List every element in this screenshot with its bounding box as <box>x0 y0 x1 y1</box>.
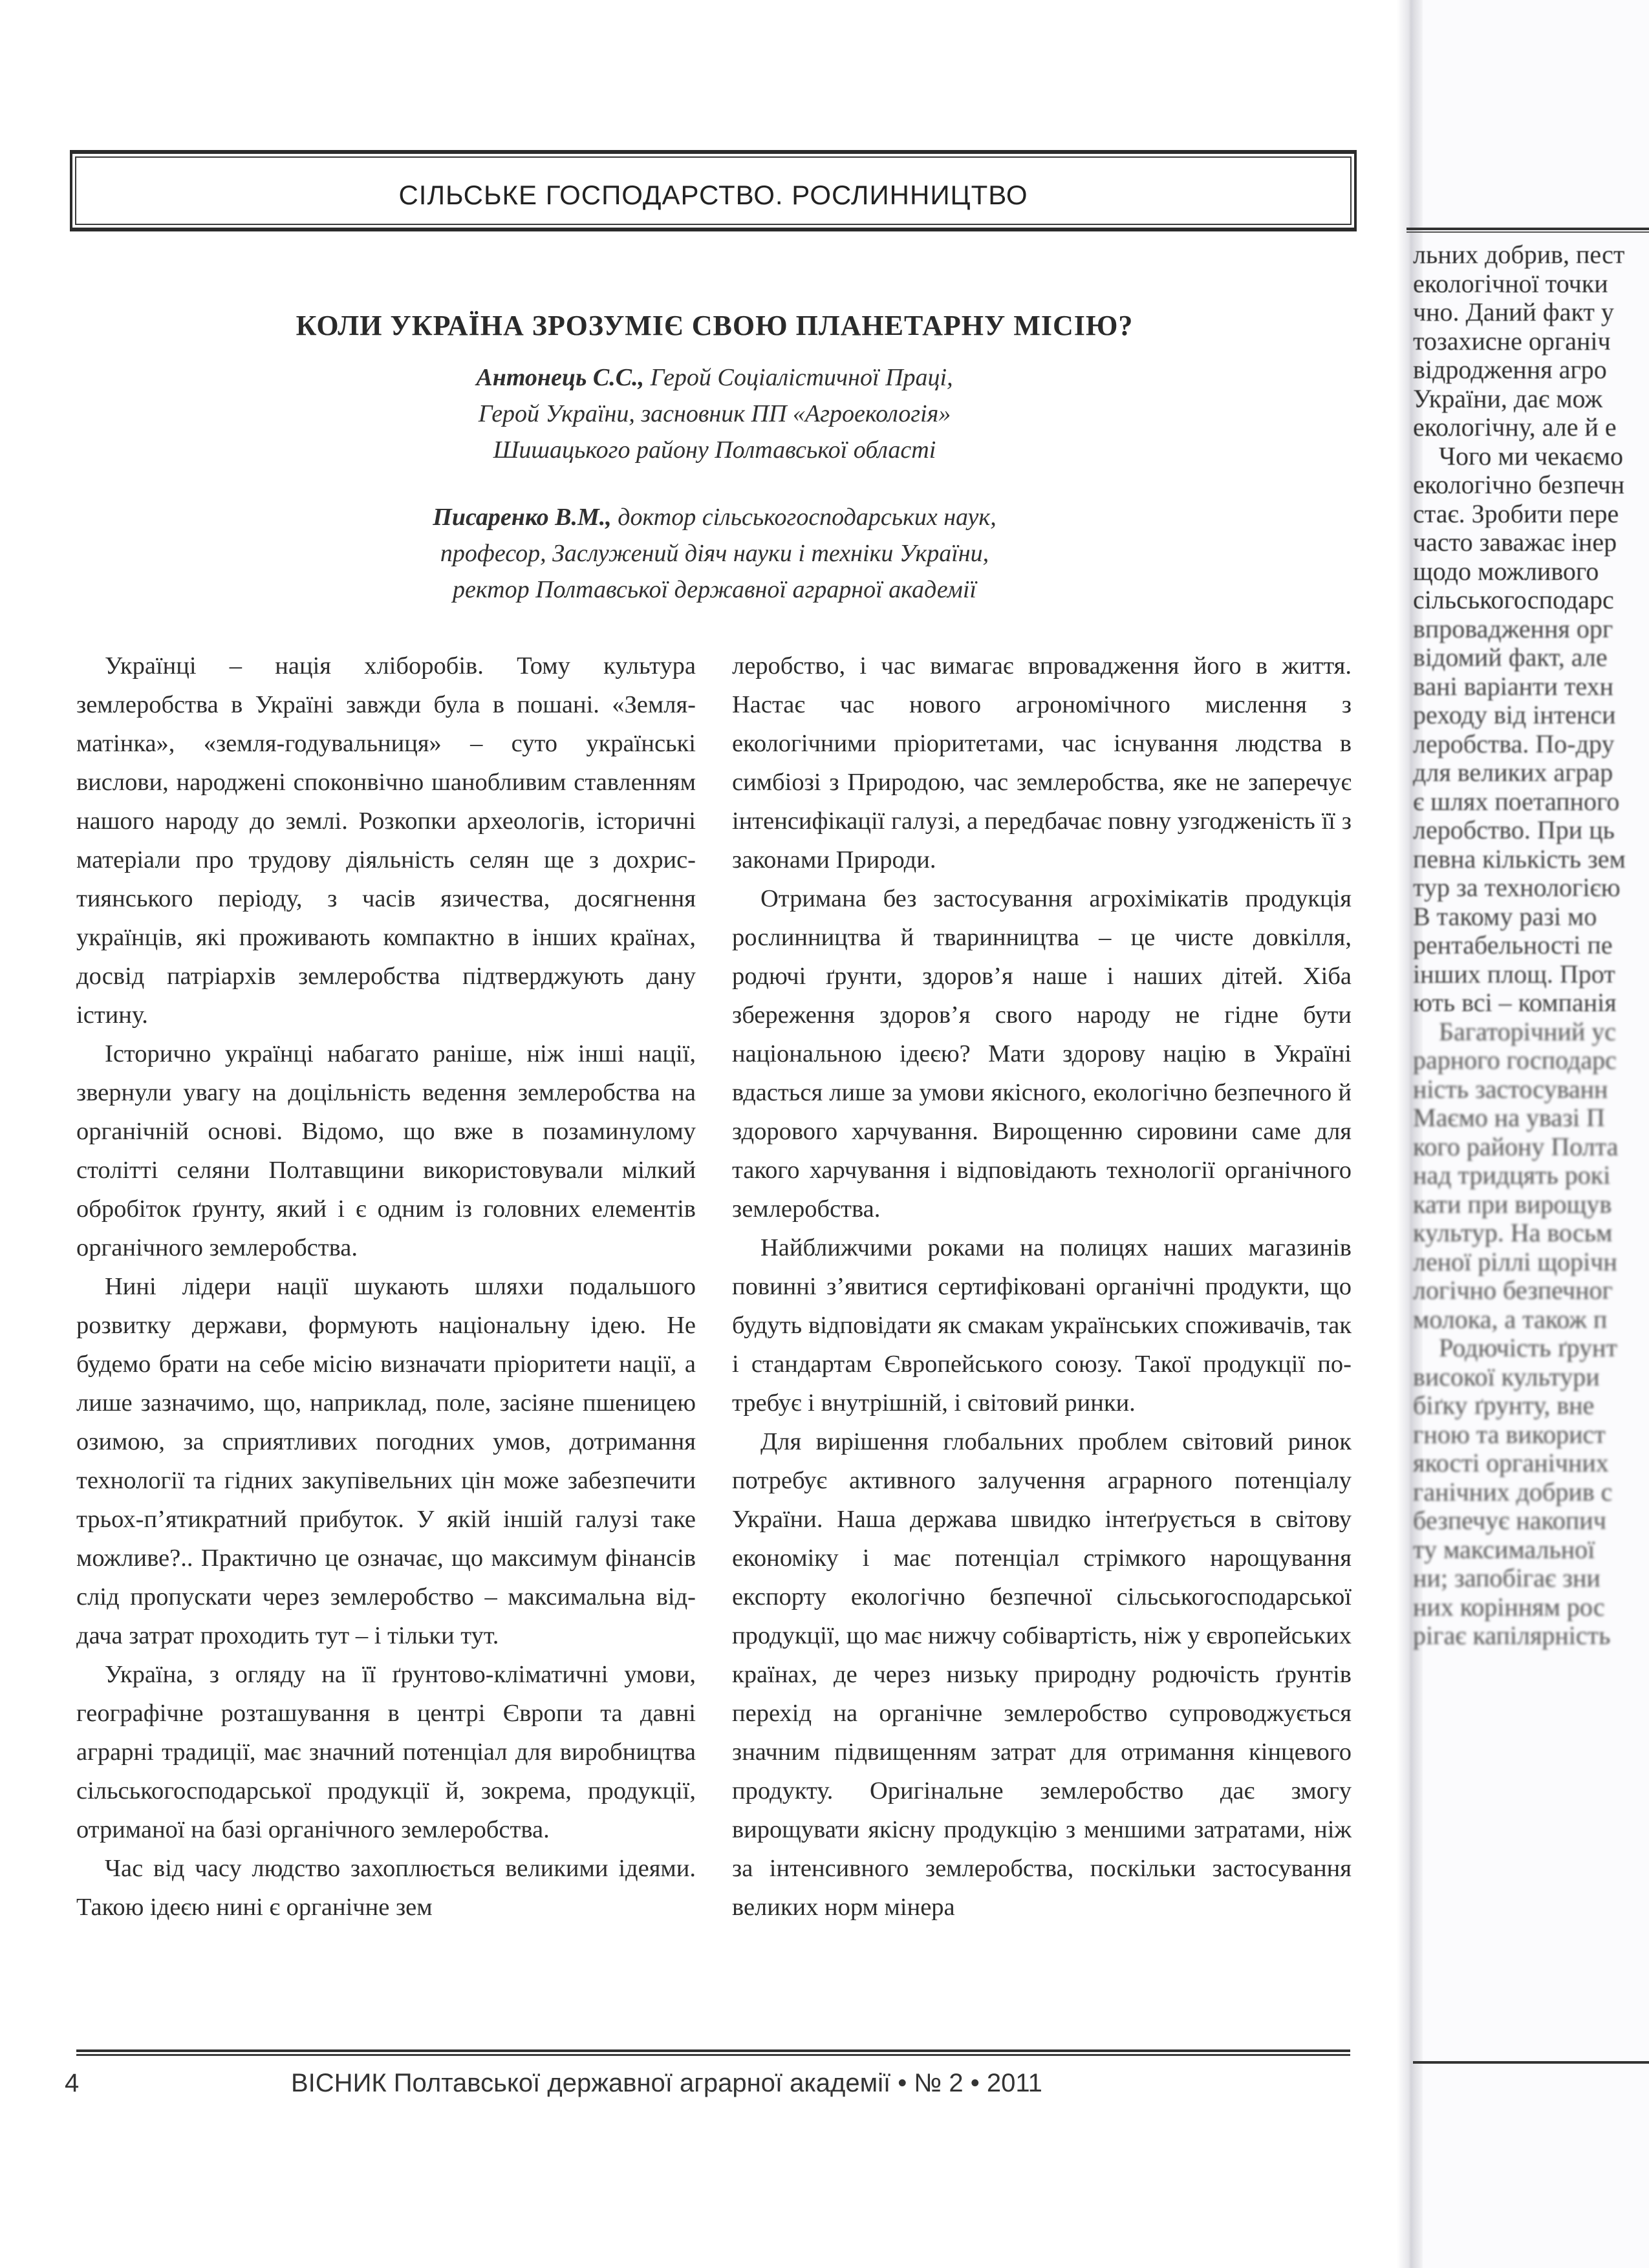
facing-page-line: кати при вирощув <box>1413 1189 1612 1219</box>
facing-page-line: Чого ми чекаємо <box>1439 441 1624 471</box>
facing-page-line: молока, а також п <box>1413 1304 1608 1334</box>
facing-page-line: леробство. При ць <box>1413 815 1615 844</box>
facing-page-line: ганічних добрив с <box>1413 1477 1613 1506</box>
facing-page-line: є шлях поетапного <box>1413 786 1620 816</box>
facing-page-line: леробства. По-дру <box>1413 729 1615 758</box>
facing-page-line: гною та використ <box>1413 1419 1606 1449</box>
facing-page-line: тур за технологією <box>1413 873 1621 902</box>
facing-page-line: ність застосуванн <box>1413 1074 1608 1104</box>
section-title: СІЛЬСЬКЕ ГОСПОДАРСТВО. РОСЛИННИЦТВО <box>398 180 1028 210</box>
facing-page-line: певна кількість зем <box>1413 844 1626 873</box>
facing-page-line: для великих аграр <box>1413 758 1613 787</box>
facing-page-line: екологічно безпечн <box>1413 470 1625 499</box>
page-number: 4 <box>65 2069 80 2097</box>
facing-page-line: леної ріллі щорічн <box>1413 1246 1617 1276</box>
facing-page-line: ють всі – компанія <box>1413 988 1617 1017</box>
facing-page-line: тозахисне органіч <box>1413 326 1611 356</box>
facing-page-line: кого району Полта <box>1413 1131 1619 1161</box>
author-name: Антонець С.С., <box>476 364 645 391</box>
journal-footer: ВІСНИК Полтавської державної аграрної академії • № 2 • 2011 <box>291 2069 1042 2097</box>
author-affiliation: ректор Полтавської державної аграрної академії <box>453 576 976 603</box>
facing-page-top-rule <box>1406 228 1649 233</box>
paragraph: Нині лідери нації шукають шляхи подальшого розвитку держави, формують національну ідею. Не будемо брати на себе місію визначати пріоритети нації, а лише зазначимо, що, наприклад, поле, засіяне пшеницею озимою, за сприятливих погодних умов, дотримання технології та гідних закупівельних цін може забезпечити трьох-п’ятикратний прибуток. У якій іншій галузі таке можливе?.. Практично це означає, що максимум фінансів слід пропускати через землеробство – максимальна віддача затрат проходить тут – і тільки тут. <box>76 1273 696 1649</box>
facing-page-line: вані варіанти техн <box>1413 671 1614 701</box>
facing-page-line: якості органічних <box>1413 1448 1609 1477</box>
facing-page-line: В такому разі мо <box>1413 901 1597 931</box>
facing-page-line: відомий факт, але <box>1413 643 1608 672</box>
paragraph: Час від часу людство захоплюється великими ідеями. Такою ідеєю нині є органічне зем <box>76 1855 696 1921</box>
facing-page-line: рарного господарс <box>1413 1045 1617 1075</box>
author-affiliation: Герой Соціалістичної Праці, <box>650 364 953 391</box>
author-name: Писаренко В.М., <box>433 504 612 531</box>
facing-page-line: України, дає мож <box>1413 383 1603 413</box>
facing-page-line: безпечує накопич <box>1413 1506 1606 1535</box>
facing-page-line: інших площ. Прот <box>1413 959 1615 989</box>
facing-page-line: часто заважає інер <box>1413 528 1617 557</box>
facing-page-line: логічно безпечног <box>1413 1276 1613 1305</box>
facing-page-line: Багаторічний ус <box>1439 1016 1617 1046</box>
facing-page-line: чно. Даний факт у <box>1413 297 1614 326</box>
facing-page-line: культур. На восьм <box>1413 1218 1613 1247</box>
facing-page-column <box>1413 241 1649 1651</box>
body-column-right <box>732 647 1352 1927</box>
paragraph: Українці – нація хліборобів. Тому культура землеробства в Україні завжди була в пошані. «Земля-матінка», «земля-годувальниця» – суто українські вислови, народжені споконвічно шанобливим ставленням нашого народу до землі. Розкопки археологів, історичні матеріали про трудову діяльність селян ще з дохристиянського періоду, з часів язичества, досягнення українців, які проживають компактно в інших країнах, досвід патріархів землеробства підтверджують дану істину. <box>76 652 696 1029</box>
author-affiliation: професор, Заслужений діяч науки і техніки України, <box>440 540 989 567</box>
author-block-1 <box>97 359 1332 468</box>
facing-page-line: ту максимальної <box>1413 1534 1595 1564</box>
facing-page-line: ни; запобігає зни <box>1413 1563 1600 1592</box>
author-block-2 <box>97 499 1332 608</box>
facing-page-line: біґку ґрунту, вне <box>1413 1391 1595 1420</box>
facing-page-line: рігає капілярність <box>1413 1621 1611 1650</box>
facing-page-line: щодо можливого <box>1413 556 1599 586</box>
facing-page-line: високої культури <box>1413 1362 1600 1391</box>
paragraph: Отримана без застосування агрохімікатів продукція рослинництва й тваринництва – це чисте довкілля, родючі ґрунти, здоров’я наше і наших дітей. Хіба збереження здоров’я свого народу не гідне бути національною ідеєю? Мати здорову націю в Україні вдасться лише за умови якісного, екологічно безпечного й здорового харчування. Вирощенню сировини саме для такого харчування і відповідають технології органічного землеробства. <box>732 885 1352 1223</box>
article-title: КОЛИ УКРАЇНА ЗРОЗУМІЄ СВОЮ ПЛАНЕТАРНУ МІСІЮ? <box>296 310 1134 341</box>
section-header-box <box>70 150 1357 231</box>
facing-page-line: них корінням рос <box>1413 1592 1605 1621</box>
facing-page-line: екологічної точки <box>1413 268 1608 298</box>
facing-page-line: відродження агро <box>1413 355 1607 384</box>
facing-page-line: реходу від інтенси <box>1413 700 1616 729</box>
facing-page-line: сільськогосподарс <box>1413 585 1614 614</box>
author-affiliation: Герой України, засновник ПП «Агроекологія» <box>478 400 951 427</box>
paragraph: Найближчими роками на полицях наших магазинів повинні з’явитися сертифіковані органічні продукти, що будуть відповідати як смакам українських споживачів, так і стандартам Європейського союзу. Такої продукції потребує і внутрішній, і світовий ринки. <box>732 1234 1352 1417</box>
author-affiliation: доктор сільськогосподарських наук, <box>618 504 997 531</box>
footer-rule <box>76 2049 1350 2056</box>
facing-page-line: стає. Зробити пере <box>1413 498 1619 528</box>
paragraph: Історично українці набагато раніше, ніж інші нації, звернули увагу на доцільність ведення землеробства на органічній основі. Відомо, що вже в позаминулому столітті селяни Полтавщини використовували мілкий обробіток ґрунту, який і є одним із головних елементів органічного землеробства. <box>76 1040 696 1261</box>
paragraph: Україна, з огляду на її ґрунтово-кліматичні умови, географічне розташування в центрі Європи та давні аграрні традиції, має значний потенціал для виробництва сільськогосподарської продукції й, зокрема, продукції, отриманої на базі органічного землеробства. <box>76 1661 696 1843</box>
facing-page-line: Маємо на увазі П <box>1413 1103 1605 1132</box>
paragraph: леробство, і час вимагає впровадження його в життя. Настає час нового агрономічного мислення з екологічними пріоритетами, час існування людства в симбіозі з Природою, час землеробства, яке не заперечує інтенсифікації галузі, а передбачає повну узгодженість її з законами Природи. <box>732 652 1352 873</box>
facing-page-line: льних добрив, пест <box>1413 240 1625 269</box>
paragraph: Для вирішення глобальних проблем світовий ринок потребує активного залучення аграрного потенціалу України. Наша держава швидко інтеґрується в світову економіку і має потенціал стрімкого нарощування експорту екологічно безпечної сільськогосподарської продукції, що має нижчу собівартість, ніж у європейських країнах, де через низьку природну родючість ґрунтів перехід на органічне землеробство супроводжується значним підвищенням затрат для отримання кінцевого продукту. Оригінальне землеробство дає змогу вирощувати якісну продукцію з меншими затратами, ніж за інтенсивного землеробства, поскільки застосування великих норм мінера <box>732 1428 1352 1921</box>
facing-page-line: рентабельності пе <box>1413 930 1613 959</box>
body-column-left <box>76 647 696 1927</box>
facing-page-line: Родючість ґрунт <box>1439 1333 1617 1362</box>
facing-page-bottom-rule <box>1413 2061 1649 2065</box>
facing-page-line: екологічну, але й е <box>1413 412 1617 442</box>
author-affiliation: Шишацького району Полтавської області <box>493 436 936 464</box>
facing-page-line: впровадження орг <box>1413 614 1613 643</box>
facing-page-line: над тридцять рокі <box>1413 1161 1611 1190</box>
